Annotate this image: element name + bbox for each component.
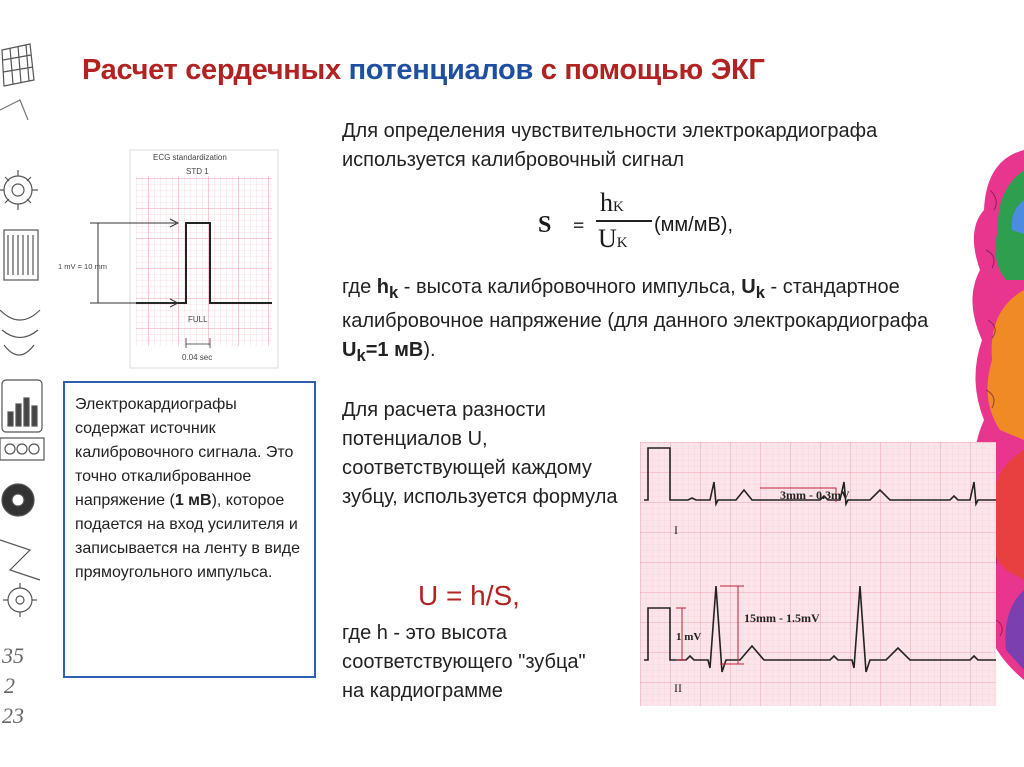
wave-doodle-icon: [0, 310, 40, 355]
hk-letter: h: [376, 276, 389, 298]
chart-doodle-icon: [2, 380, 42, 432]
calibration-title: ECG standardization: [153, 153, 227, 162]
fraction-bar: [596, 220, 652, 222]
hk-symbol: [376, 276, 399, 302]
note-text-2: ), которое подается на вход усилителя и записывается на ленту в виде прямоугольного импульса.: [75, 492, 300, 581]
lead-1-label: I: [674, 523, 678, 537]
calibration-note-box: [63, 381, 316, 678]
formula-equals: =: [573, 215, 585, 237]
denominator-symbol: U: [598, 224, 617, 253]
calibration-std-label: STD 1: [186, 167, 209, 176]
disc-icon: [2, 484, 34, 516]
explanation-text-4: ).: [423, 339, 436, 361]
note-text-1: Электрокардиографы содержат источник калибровочного сигнала. Это точно откалиброванное напряжение (: [75, 396, 294, 509]
doodle-number-1: 35: [2, 643, 24, 668]
explanation-text-1: где: [342, 276, 377, 298]
ecg-annotation-3: 1 mV: [676, 631, 702, 643]
title-part-3: с помощью ЭКГ: [533, 54, 765, 86]
sensitivity-formula: [538, 188, 758, 258]
uk-subscript: k: [755, 283, 765, 302]
calibration-full-label: FULL: [188, 315, 208, 324]
title-part-1: Расчет сердечных: [82, 54, 349, 86]
doodle-number-3: 23: [2, 703, 24, 728]
hk-subscript: k: [388, 283, 399, 302]
lead-2-label: II: [674, 681, 682, 695]
calibration-figure: [58, 148, 280, 370]
explanation-text-3: - стандартное калибровочное напряжение (для данного электрокардиографа: [342, 276, 929, 332]
formula-denominator: [598, 224, 628, 254]
potential-difference-text: Для расчета разности потенциалов U, соответствующей каждому зубцу, используется формула: [342, 399, 618, 508]
note-bold-voltage: 1 мВ: [174, 492, 212, 509]
uk-value: [342, 339, 424, 365]
formula-explanation-text: [342, 273, 942, 370]
voltage-formula: U = h/S,: [418, 580, 520, 611]
numerator-subscript: K: [613, 199, 624, 215]
formula-unit: (мм/мВ),: [654, 214, 734, 236]
explanation-text-2: - высота калибровочного импульса,: [398, 276, 742, 298]
uk-symbol: [741, 276, 765, 302]
formula-s-symbol: S: [538, 212, 552, 238]
uk-letter: U: [741, 276, 756, 298]
ecg-grid: [640, 442, 996, 706]
uk-value-number: =1 мВ: [365, 339, 424, 361]
left-doodle-decoration: [0, 40, 56, 740]
calibration-scale-label: 1 mV = 10 mm: [58, 262, 107, 271]
gear-icon: [0, 170, 38, 210]
doodle-number-2: 2: [4, 673, 15, 698]
ecg-annotation-2: 15mm - 1.5mV: [744, 611, 820, 625]
numerator-symbol: h: [600, 188, 613, 217]
slide-title: [82, 54, 765, 87]
zigzag-doodle-icon: [0, 540, 40, 580]
gear-small-icon: [3, 583, 37, 617]
denominator-subscript: K: [616, 235, 628, 251]
ecg-strip-figure: [640, 442, 996, 706]
dials-doodle-icon: [0, 438, 44, 460]
calibration-time-label: 0.04 sec: [182, 353, 213, 362]
sensitivity-intro-text: Для определения чувствительности электрокардиографа используется калибровочный сигнал: [342, 120, 878, 171]
bars-doodle-icon: [4, 230, 38, 280]
grid-doodle-icon: [0, 44, 34, 120]
title-part-2: потенциалов: [348, 54, 533, 86]
uk-value-letter: U: [342, 339, 357, 361]
ecg-annotation-1: 3mm - 0.3mV: [780, 488, 850, 502]
formula-numerator: [600, 188, 624, 218]
height-definition-text: где h - это высота соответствующего "зубца" на кардиограмме: [342, 622, 586, 702]
uk-value-subscript: k: [356, 346, 366, 365]
